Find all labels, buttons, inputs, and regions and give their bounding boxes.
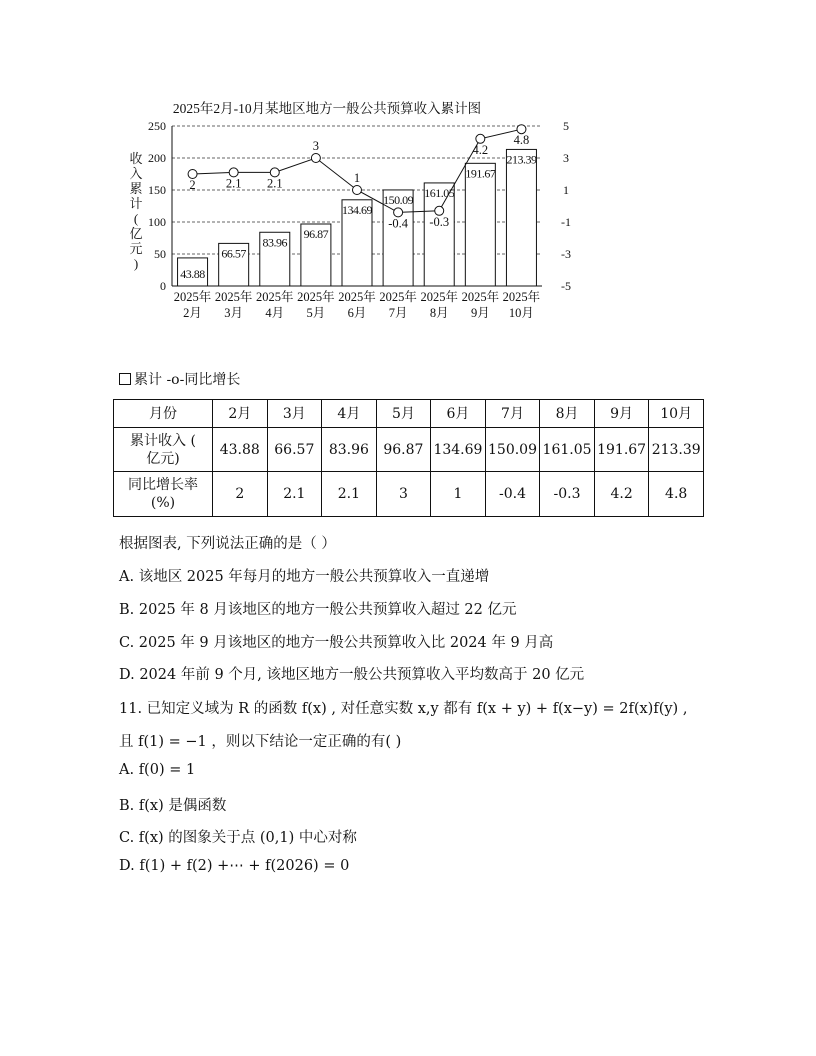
table-header-cell: 4月	[322, 400, 377, 428]
q11-stem-line2: 且 f(1) = −1 ，则以下结论一定正确的有( )	[119, 734, 402, 750]
growth-value-label: 2	[189, 178, 196, 192]
table-cell: 66.57	[267, 428, 322, 472]
table-cell: 2	[213, 472, 268, 517]
table-cell: 4.8	[649, 472, 704, 517]
y-axis-label-char: 亿	[129, 226, 143, 241]
q10-option-b: B. 2025 年 8 月该地区的地方一般公共预算收入超过 22 亿元	[119, 602, 517, 618]
q11-option-b: B. f(x) 是偶函数	[119, 798, 227, 814]
x-tick-month: 6月	[347, 306, 367, 320]
x-tick-year: 2025年	[173, 290, 212, 304]
x-tick-month: 5月	[306, 306, 326, 320]
growth-value-label: -0.4	[388, 216, 409, 231]
chart-title: 2025年2月-10月某地区地方一般公共预算收入累计图	[172, 101, 482, 116]
table-cell: 3	[376, 472, 431, 517]
table-cell: 4.2	[594, 472, 649, 517]
table-cell: 150.09	[485, 428, 540, 472]
table-header-cell: 10月	[649, 400, 704, 428]
bar-value-label: 191.67	[465, 166, 496, 181]
growth-point	[353, 186, 362, 195]
y-tick-right: -1	[561, 215, 571, 229]
table-header-cell: 7月	[485, 400, 540, 428]
bar-value-label: 66.57	[221, 246, 246, 261]
q11-option-a: A. f(0) = 1	[119, 762, 196, 778]
table-header-cell: 2月	[213, 400, 268, 428]
table-cell: -0.4	[485, 472, 540, 517]
x-tick-month: 9月	[470, 306, 490, 320]
table-cell: 134.69	[431, 428, 486, 472]
y-tick-right: -5	[561, 279, 571, 293]
table-cell: 43.88	[213, 428, 268, 472]
y-axis-label-char: 收	[129, 151, 143, 166]
growth-value-label: 1	[353, 171, 361, 185]
bar-value-label: 43.88	[180, 267, 205, 281]
bar-value-label: 161.05	[424, 185, 455, 200]
table-row-label: 同比增长率 (%)	[114, 472, 213, 517]
x-tick-year: 2025年	[297, 290, 335, 304]
table-header-cell: 9月	[594, 400, 649, 428]
table-cell: 2.1	[322, 472, 377, 517]
growth-value-label: 2.1	[266, 176, 283, 191]
growth-value-label: 4.2	[472, 142, 489, 157]
q11-option-d: D. f(1) + f(2) +⋯ + f(2026) = 0	[119, 858, 350, 874]
q11-option-c: C. f(x) 的图象关于点 (0,1) 中心对称	[119, 830, 357, 846]
table-header-cell: 8月	[540, 400, 595, 428]
x-tick-year: 2025年	[420, 290, 458, 304]
bar-value-label: 213.39	[506, 152, 537, 167]
x-tick-month: 4月	[265, 306, 285, 320]
bar	[465, 163, 495, 286]
y-axis-label-char: (	[133, 211, 139, 226]
bar-value-label: 134.69	[342, 202, 372, 217]
x-tick-year: 2025年	[461, 290, 500, 304]
y-tick-right: -3	[561, 247, 571, 261]
x-tick-year: 2025年	[338, 290, 376, 304]
q10-option-c: C. 2025 年 9 月该地区的地方一般公共预算收入比 2024 年 9 月高	[119, 635, 554, 651]
legend-bar-label: 累计	[134, 372, 162, 388]
table-cell: -0.3	[540, 472, 595, 517]
x-tick-year: 2025年	[502, 290, 541, 304]
table-cell: 213.39	[649, 428, 704, 472]
bar-value-label: 83.96	[262, 235, 288, 250]
growth-point	[311, 154, 320, 163]
y-tick-left: 0	[160, 279, 166, 293]
legend-bar-swatch	[119, 373, 131, 385]
y-tick-left: 200	[148, 151, 166, 165]
table-cell: 1	[431, 472, 486, 517]
chart-legend	[119, 369, 240, 389]
table-cell: 96.87	[376, 428, 431, 472]
table-header-row	[114, 400, 704, 428]
q10-stem: 根据图表, 下列说法正确的是（ ）	[119, 536, 336, 552]
x-tick-month: 7月	[388, 306, 408, 320]
table-header-cell: 月份	[114, 400, 213, 428]
growth-value-label: 3	[312, 139, 320, 153]
y-axis-label-char: 入	[129, 166, 143, 181]
y-axis-label-char: 累	[129, 181, 143, 196]
data-table	[113, 399, 704, 517]
legend-line-label: -o-同比增长	[166, 372, 241, 388]
y-tick-right: 3	[563, 151, 569, 165]
x-tick-month: 2月	[183, 306, 202, 320]
growth-value-label: 2.1	[225, 176, 242, 191]
x-tick-year: 2025年	[214, 290, 253, 304]
x-tick-month: 10月	[508, 306, 534, 320]
bar-value-label: 150.09	[383, 192, 414, 207]
table-header-cell: 3月	[267, 400, 322, 428]
q11-stem-line1: 11. 已知定义域为 R 的函数 f(x) , 对任意实数 x,y 都有 f(x + y) + f(x−y) = 2f(x)f(y) ,	[119, 701, 688, 717]
y-tick-left: 50	[154, 247, 166, 261]
bar	[506, 149, 536, 286]
table-header-cell: 6月	[431, 400, 486, 428]
x-tick-month: 8月	[429, 306, 449, 320]
q10-option-a: A. 该地区 2025 年每月的地方一般公共预算收入一直递增	[119, 569, 490, 585]
table-cell: 2.1	[267, 472, 322, 517]
table-cell: 191.67	[594, 428, 649, 472]
revenue-chart	[110, 95, 580, 330]
table-row-label: 累计收入 ( 亿元)	[114, 428, 213, 472]
y-tick-right: 1	[563, 183, 569, 197]
y-tick-left: 150	[148, 183, 166, 197]
table-cell: 161.05	[540, 428, 595, 472]
table-row-growth	[114, 472, 704, 517]
y-tick-left: 100	[148, 215, 166, 229]
y-tick-right: 5	[563, 119, 569, 133]
table-row-revenue	[114, 428, 704, 472]
y-axis-label-char: 元	[129, 241, 143, 256]
x-tick-year: 2025年	[256, 290, 294, 304]
y-axis-label-char: )	[133, 256, 139, 271]
bar-value-label: 96.87	[303, 227, 329, 242]
table-cell: 83.96	[322, 428, 377, 472]
y-axis-label	[129, 151, 142, 271]
table-header-cell: 5月	[376, 400, 431, 428]
growth-value-label: -0.3	[429, 214, 450, 229]
growth-value-label: 4.8	[513, 133, 530, 148]
y-tick-left: 250	[148, 119, 166, 133]
q10-option-d: D. 2024 年前 9 个月, 该地区地方一般公共预算收入平均数高于 20 亿元	[119, 667, 585, 683]
x-tick-year: 2025年	[379, 290, 417, 304]
y-axis-label-char: 计	[129, 196, 143, 211]
x-tick-month: 3月	[224, 306, 244, 320]
